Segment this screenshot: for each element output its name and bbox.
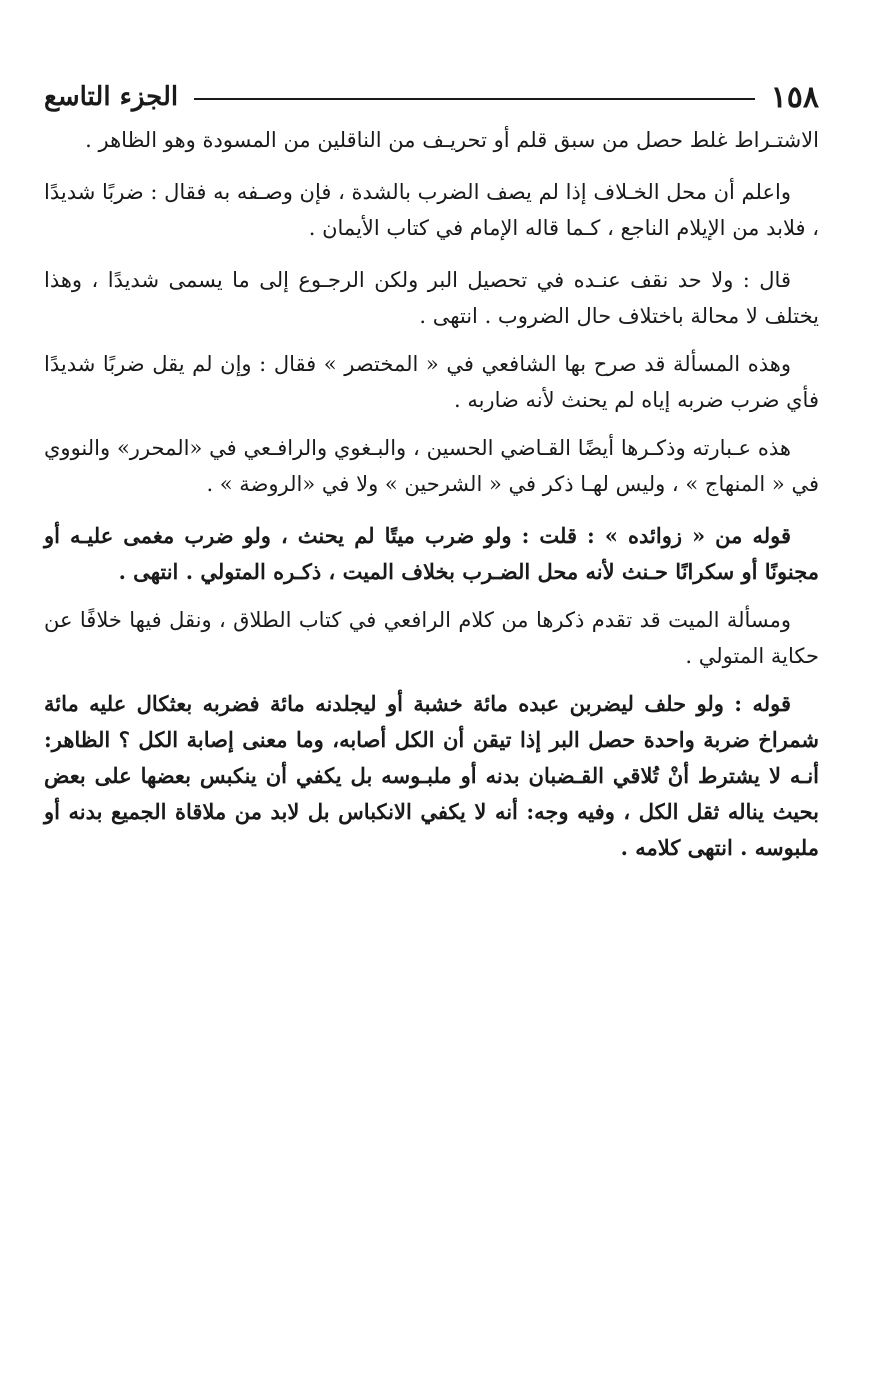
paragraph-1: الاشتـراط غلط حصل من سبق قلم أو تحريـف من الناقلين من المسودة وهو الظاهر . <box>85 128 819 152</box>
paragraph-7: ومسألة الميت قد تقدم ذكرها من كلام الرافعي في كتاب الطلاق ، ونقل فيها خلافًا عن حكاية المتولي . <box>44 608 819 668</box>
paragraph-4: وهذه المسألة قد صرح بها الشافعي في « المختصر » فقال : وإن لم يقل ضربًا شديدًا فأي ضرب ضربه إياه لم يحنث لأنه ضاربه . <box>44 352 819 412</box>
header-rule <box>194 98 755 100</box>
page-header <box>44 72 819 122</box>
page-number: ١٥٨ <box>770 79 819 115</box>
book-page <box>44 72 819 866</box>
volume-title: الجزء التاسع <box>44 82 179 112</box>
paragraph-8: قوله : ولو حلف ليضربن عبده مائة خشبة أو ليجلدنه مائة فضربه بعثكال عليه مائة شمراخ ضربة واحدة حصل البر إذا تيقن أن الكل أصابه، وما معنى إصابة الكل ؟ الظاهر: أنـه لا يشترط أنْ تُلاقي القـضبان بدنه أو ملبـوسه بل يكفي أن ينكبس بعضها على بعض بحيث يناله ثقل الكل ، وفيه وجه: أنه لا يكفي الانكباس بل لابد من ملاقاة الجميع بدنه أو ملبوسه . انتهى كلامه . <box>44 691 819 860</box>
paragraph-6: قوله من « زوائده » : قلت : ولو ضرب ميتًا لم يحنث ، ولو ضرب مغمى عليـه أو مجنونًا أو سكرانًا حـنث لأنه محل الضـرب بخلاف الميت ، ذكـره المتولي . انتهى . <box>44 523 819 584</box>
paragraph-2: واعلم أن محل الخـلاف إذا لم يصف الضرب بالشدة ، فإن وصـفه به فقال : ضربًا شديدًا ، فلابد من الإيلام الناجع ، كـما قاله الإمام في كتاب الأيمان . <box>44 180 819 240</box>
page-content <box>44 122 819 866</box>
paragraph-3: قال : ولا حد نقف عنـده في تحصيل البر ولكن الرجـوع إلى ما يسمى شديدًا ، وهذا يختلف لا محالة باختلاف حال الضروب . انتهى . <box>44 268 819 328</box>
paragraph-5: هذه عـبارته وذكـرها أيضًا القـاضي الحسين ، والبـغوي والرافـعي في «المحرر» والنووي في « المنهاج » ، وليس لهـا ذكر في « الشرحين » ولا في «الروضة » . <box>44 436 819 496</box>
